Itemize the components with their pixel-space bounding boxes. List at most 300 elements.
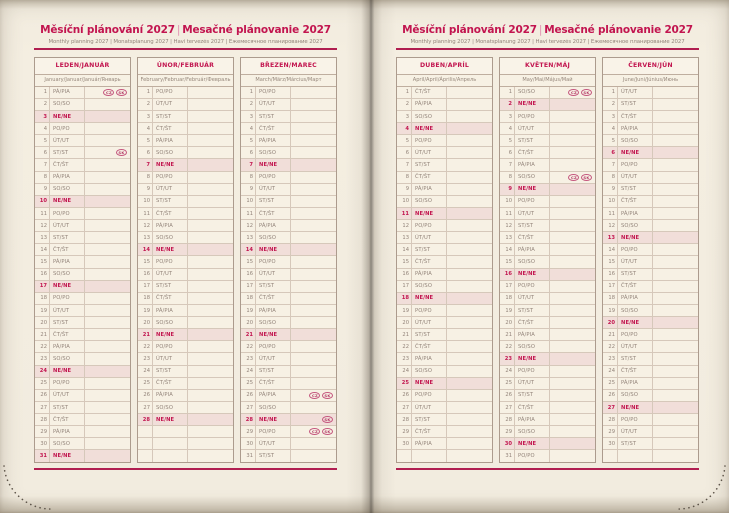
day-abbreviation: ST/ST [412, 244, 447, 255]
day-row [603, 146, 698, 158]
day-abbreviation: ČT/ŠT [256, 293, 291, 304]
day-abbreviation: ČT/ŠT [256, 378, 291, 389]
day-number: 31 [241, 450, 256, 461]
notes-cell [653, 220, 698, 231]
notes-cell [85, 159, 130, 170]
day-number: 23 [241, 353, 256, 364]
day-number: 12 [241, 220, 256, 231]
notes-cell [85, 450, 130, 461]
day-abbreviation: PÁ/PIA [50, 341, 85, 352]
day-number: 26 [603, 390, 618, 401]
day-abbreviation: SO/SO [515, 172, 550, 183]
day-row [603, 231, 698, 243]
day-number: 12 [500, 220, 515, 231]
day-number: 10 [500, 196, 515, 207]
notes-cell [653, 293, 698, 304]
notes-cell [653, 450, 698, 461]
notes-cell [653, 99, 698, 110]
day-row [241, 437, 336, 449]
day-number: 14 [241, 244, 256, 255]
notes-cell [291, 390, 336, 401]
notes-cell [550, 244, 595, 255]
day-row [603, 110, 698, 122]
notes-cell [188, 341, 233, 352]
day-row [397, 183, 492, 195]
day-number: 1 [500, 87, 515, 98]
day-row [35, 340, 130, 352]
day-row [500, 280, 595, 292]
notes-cell [447, 196, 492, 207]
notes-cell [447, 87, 492, 98]
notes-cell [188, 450, 233, 461]
day-row [138, 98, 233, 110]
sk-holiday-icon: SK [116, 149, 127, 156]
notes-cell [447, 378, 492, 389]
day-number: 1 [603, 87, 618, 98]
notes-cell [188, 366, 233, 377]
day-row [603, 352, 698, 364]
day-row [138, 171, 233, 183]
day-abbreviation: ÚT/UT [412, 402, 447, 413]
day-number: 3 [138, 111, 153, 122]
day-number: 8 [35, 172, 50, 183]
month-rows [241, 87, 336, 462]
day-abbreviation: ÚT/UT [256, 99, 291, 110]
day-abbreviation: SO/SO [256, 317, 291, 328]
notes-cell [188, 220, 233, 231]
day-number: 26 [35, 390, 50, 401]
notes-cell [447, 353, 492, 364]
day-row [35, 134, 130, 146]
notes-cell [291, 402, 336, 413]
day-number: 21 [397, 329, 412, 340]
day-row [397, 231, 492, 243]
day-abbreviation: NE/NE [50, 281, 85, 292]
day-row [397, 352, 492, 364]
notes-cell [188, 269, 233, 280]
day-number: 29 [500, 426, 515, 437]
day-number: 7 [397, 159, 412, 170]
day-row [35, 377, 130, 389]
day-abbreviation: ÚT/UT [412, 317, 447, 328]
day-abbreviation: NE/NE [256, 414, 291, 425]
month-subtitle: April/April/Április/Апрель [397, 75, 492, 87]
day-number: 24 [397, 366, 412, 377]
day-abbreviation: PO/PO [256, 341, 291, 352]
notes-cell [550, 269, 595, 280]
day-number: 8 [603, 172, 618, 183]
day-abbreviation: NE/NE [412, 208, 447, 219]
notes-cell [550, 341, 595, 352]
day-number: 11 [35, 208, 50, 219]
day-abbreviation: ST/ST [153, 111, 188, 122]
day-abbreviation: ST/ST [412, 159, 447, 170]
day-abbreviation: PÁ/PIA [256, 305, 291, 316]
notes-cell [291, 159, 336, 170]
day-abbreviation: ST/ST [50, 147, 85, 158]
day-row [397, 316, 492, 328]
day-row [35, 304, 130, 316]
day-abbreviation: ÚT/UT [618, 172, 653, 183]
day-number: 29 [397, 426, 412, 437]
day-row [35, 268, 130, 280]
day-number: 24 [138, 366, 153, 377]
month-subtitle: June/Juni/Június/Июнь [603, 75, 698, 87]
day-abbreviation: PO/PO [50, 293, 85, 304]
notes-cell [550, 147, 595, 158]
day-row [500, 207, 595, 219]
day-number: 27 [35, 402, 50, 413]
day-row [138, 280, 233, 292]
empty-day-row [603, 449, 698, 461]
day-row [35, 146, 130, 158]
day-number: 28 [138, 414, 153, 425]
month-table-february [137, 57, 234, 463]
notes-cell [291, 305, 336, 316]
day-number: 5 [138, 135, 153, 146]
notes-cell [188, 172, 233, 183]
day-number: 25 [35, 378, 50, 389]
page-title-czech: Měsíční plánování 2027 [402, 24, 537, 36]
day-number: 20 [138, 317, 153, 328]
notes-cell [85, 99, 130, 110]
notes-cell [291, 196, 336, 207]
day-abbreviation: NE/NE [50, 111, 85, 122]
day-row [397, 425, 492, 437]
notes-cell [550, 293, 595, 304]
notes-cell [447, 390, 492, 401]
day-row [500, 340, 595, 352]
day-number: 30 [500, 438, 515, 449]
day-abbreviation: SO/SO [50, 269, 85, 280]
notes-cell [653, 281, 698, 292]
day-number: 26 [500, 390, 515, 401]
month-table-march [240, 57, 337, 463]
day-number: 22 [397, 341, 412, 352]
day-number: 4 [500, 123, 515, 134]
notes-cell [85, 172, 130, 183]
day-row [138, 304, 233, 316]
day-abbreviation: NE/NE [153, 159, 188, 170]
day-number: 25 [603, 378, 618, 389]
day-abbreviation: NE/NE [515, 184, 550, 195]
day-row [603, 437, 698, 449]
day-abbreviation: NE/NE [153, 414, 188, 425]
day-number: 19 [138, 305, 153, 316]
notes-cell [653, 378, 698, 389]
day-abbreviation: PÁ/PIA [50, 87, 85, 98]
day-abbreviation: NE/NE [618, 317, 653, 328]
day-row [397, 87, 492, 98]
notes-cell [653, 366, 698, 377]
day-abbreviation: SO/SO [50, 99, 85, 110]
day-row [397, 340, 492, 352]
day-row [241, 98, 336, 110]
day-abbreviation: PO/PO [153, 87, 188, 98]
day-number: 23 [35, 353, 50, 364]
day-number: 3 [397, 111, 412, 122]
day-row [138, 110, 233, 122]
day-number: 30 [241, 438, 256, 449]
day-number: 28 [603, 414, 618, 425]
day-row [500, 87, 595, 98]
day-abbreviation: SO/SO [515, 256, 550, 267]
day-number: 19 [603, 305, 618, 316]
day-abbreviation: SO/SO [153, 147, 188, 158]
footer-rule [396, 468, 699, 470]
day-abbreviation: ÚT/UT [515, 378, 550, 389]
day-abbreviation: SO/SO [50, 353, 85, 364]
day-number: 15 [138, 256, 153, 267]
notes-cell [291, 99, 336, 110]
day-number: 9 [241, 184, 256, 195]
day-abbreviation: PO/PO [618, 159, 653, 170]
day-row [241, 401, 336, 413]
day-row [138, 207, 233, 219]
day-abbreviation: ÚT/UT [412, 232, 447, 243]
day-row [397, 413, 492, 425]
notes-cell [85, 438, 130, 449]
day-abbreviation: PÁ/PIA [515, 244, 550, 255]
notes-cell [653, 414, 698, 425]
day-abbreviation: NE/NE [256, 329, 291, 340]
notes-cell [550, 87, 595, 98]
day-row [500, 352, 595, 364]
day-row [138, 413, 233, 425]
day-abbreviation: PO/PO [412, 390, 447, 401]
day-row [397, 98, 492, 110]
day-row [603, 413, 698, 425]
day-number: 31 [500, 450, 515, 461]
header-rule [34, 48, 337, 50]
day-row [138, 340, 233, 352]
day-row [500, 183, 595, 195]
day-number: 28 [500, 414, 515, 425]
notes-cell [550, 317, 595, 328]
day-abbreviation: PÁ/PIA [515, 329, 550, 340]
notes-cell [653, 196, 698, 207]
day-abbreviation: ST/ST [618, 438, 653, 449]
notes-cell [447, 366, 492, 377]
day-abbreviation: ČT/ŠT [515, 147, 550, 158]
day-abbreviation: ST/ST [256, 450, 291, 461]
notes-cell [550, 438, 595, 449]
notes-cell [85, 123, 130, 134]
day-abbreviation: NE/NE [515, 269, 550, 280]
header-rule [396, 48, 699, 50]
day-number: 4 [138, 123, 153, 134]
day-row [500, 122, 595, 134]
notes-cell [447, 135, 492, 146]
notes-cell [291, 293, 336, 304]
day-abbreviation: NE/NE [515, 438, 550, 449]
day-row [397, 401, 492, 413]
month-title: DUBEN/APRÍL [397, 58, 492, 75]
notes-cell [550, 378, 595, 389]
day-number: 6 [241, 147, 256, 158]
day-number: 15 [241, 256, 256, 267]
day-row [500, 365, 595, 377]
month-title: BŘEZEN/MAREC [241, 58, 336, 75]
day-number: 30 [397, 438, 412, 449]
sk-holiday-icon: SK [581, 89, 592, 96]
month-subtitle: February/Februar/Február/Февраль [138, 75, 233, 87]
day-abbreviation: PO/PO [153, 256, 188, 267]
day-number: 5 [35, 135, 50, 146]
page-title-czech: Měsíční plánování 2027 [40, 24, 175, 36]
day-number: 9 [35, 184, 50, 195]
day-abbreviation: ST/ST [515, 390, 550, 401]
notes-cell [550, 172, 595, 183]
notes-cell [291, 123, 336, 134]
notes-cell [85, 305, 130, 316]
day-row [241, 255, 336, 267]
day-number: 17 [397, 281, 412, 292]
notes-cell [447, 281, 492, 292]
day-row [603, 425, 698, 437]
notes-cell [188, 208, 233, 219]
notes-cell [653, 232, 698, 243]
day-row [603, 304, 698, 316]
day-row [241, 158, 336, 170]
notes-cell [291, 317, 336, 328]
day-number: 4 [35, 123, 50, 134]
notes-cell [291, 232, 336, 243]
day-row [241, 389, 336, 401]
day-abbreviation: ÚT/UT [153, 269, 188, 280]
day-abbreviation: ÚT/UT [618, 256, 653, 267]
day-row [603, 183, 698, 195]
day-row [35, 171, 130, 183]
day-abbreviation: ČT/ŠT [50, 159, 85, 170]
day-row [241, 171, 336, 183]
day-row [397, 365, 492, 377]
day-abbreviation: ÚT/UT [256, 438, 291, 449]
sk-holiday-icon: SK [322, 416, 333, 423]
day-row [241, 110, 336, 122]
day-abbreviation: PÁ/PIA [153, 390, 188, 401]
day-number: 11 [500, 208, 515, 219]
day-row [138, 122, 233, 134]
notes-cell [85, 256, 130, 267]
day-row [138, 352, 233, 364]
day-abbreviation: PÁ/PIA [515, 159, 550, 170]
day-abbreviation: ÚT/UT [50, 220, 85, 231]
day-row [397, 146, 492, 158]
day-number: 22 [241, 341, 256, 352]
day-number: 16 [397, 269, 412, 280]
notes-cell [653, 353, 698, 364]
notes-cell [291, 378, 336, 389]
title-separator: | [538, 24, 543, 36]
day-number: 2 [138, 99, 153, 110]
day-row [241, 449, 336, 461]
notes-cell [188, 111, 233, 122]
page-subtitle: Monthly planning 2027 | Monatsplanung 2027 | Havi tervezés 2027 | Ежемесячное планирование 2027 [410, 39, 685, 45]
day-abbreviation [618, 450, 653, 461]
notes-cell [550, 281, 595, 292]
day-abbreviation: ST/ST [412, 329, 447, 340]
day-number: 2 [241, 99, 256, 110]
day-number: 17 [138, 281, 153, 292]
notes-cell [85, 414, 130, 425]
day-abbreviation: PO/PO [515, 450, 550, 461]
month-table-may [499, 57, 596, 463]
day-row [397, 171, 492, 183]
month-subtitle: May/Mai/Május/Май [500, 75, 595, 87]
cz-holiday-icon: CZ [309, 428, 320, 435]
notes-cell [653, 305, 698, 316]
day-number: 8 [241, 172, 256, 183]
day-number: 18 [603, 293, 618, 304]
day-number: 6 [138, 147, 153, 158]
day-number: 14 [397, 244, 412, 255]
day-number: 5 [241, 135, 256, 146]
day-number: 19 [500, 305, 515, 316]
notes-cell [85, 232, 130, 243]
notes-cell [550, 390, 595, 401]
day-number: 3 [241, 111, 256, 122]
day-row [241, 146, 336, 158]
day-abbreviation: SO/SO [256, 232, 291, 243]
day-number: 25 [500, 378, 515, 389]
day-abbreviation: PÁ/PIA [618, 293, 653, 304]
day-abbreviation: PÁ/PIA [256, 135, 291, 146]
day-row [241, 340, 336, 352]
notes-cell [85, 184, 130, 195]
notes-cell [653, 402, 698, 413]
day-number: 27 [397, 402, 412, 413]
day-abbreviation: ČT/ŠT [50, 244, 85, 255]
day-row [397, 255, 492, 267]
day-row [138, 243, 233, 255]
notes-cell [291, 147, 336, 158]
notes-cell [291, 329, 336, 340]
day-abbreviation: SO/SO [256, 402, 291, 413]
day-abbreviation: PÁ/PIA [412, 353, 447, 364]
day-number: 29 [241, 426, 256, 437]
day-abbreviation: ČT/ŠT [618, 281, 653, 292]
day-abbreviation: PO/PO [618, 244, 653, 255]
day-row [35, 207, 130, 219]
day-number: 27 [500, 402, 515, 413]
notes-cell [550, 196, 595, 207]
day-abbreviation: PÁ/PIA [412, 99, 447, 110]
day-row [500, 110, 595, 122]
day-row [603, 158, 698, 170]
day-number: 23 [138, 353, 153, 364]
day-row [500, 377, 595, 389]
left-page [34, 10, 337, 502]
day-abbreviation: NE/NE [412, 378, 447, 389]
day-row [138, 377, 233, 389]
day-abbreviation: PO/PO [515, 111, 550, 122]
day-row [397, 122, 492, 134]
day-abbreviation: PO/PO [50, 208, 85, 219]
notes-cell [653, 317, 698, 328]
day-abbreviation: ČT/ŠT [412, 341, 447, 352]
notes-cell [550, 414, 595, 425]
month-rows [500, 87, 595, 462]
notes-cell [85, 111, 130, 122]
day-number: 22 [603, 341, 618, 352]
day-row [397, 377, 492, 389]
notes-cell [550, 99, 595, 110]
day-number: 3 [603, 111, 618, 122]
day-number: 28 [241, 414, 256, 425]
day-number: 21 [241, 329, 256, 340]
day-number [138, 426, 153, 437]
